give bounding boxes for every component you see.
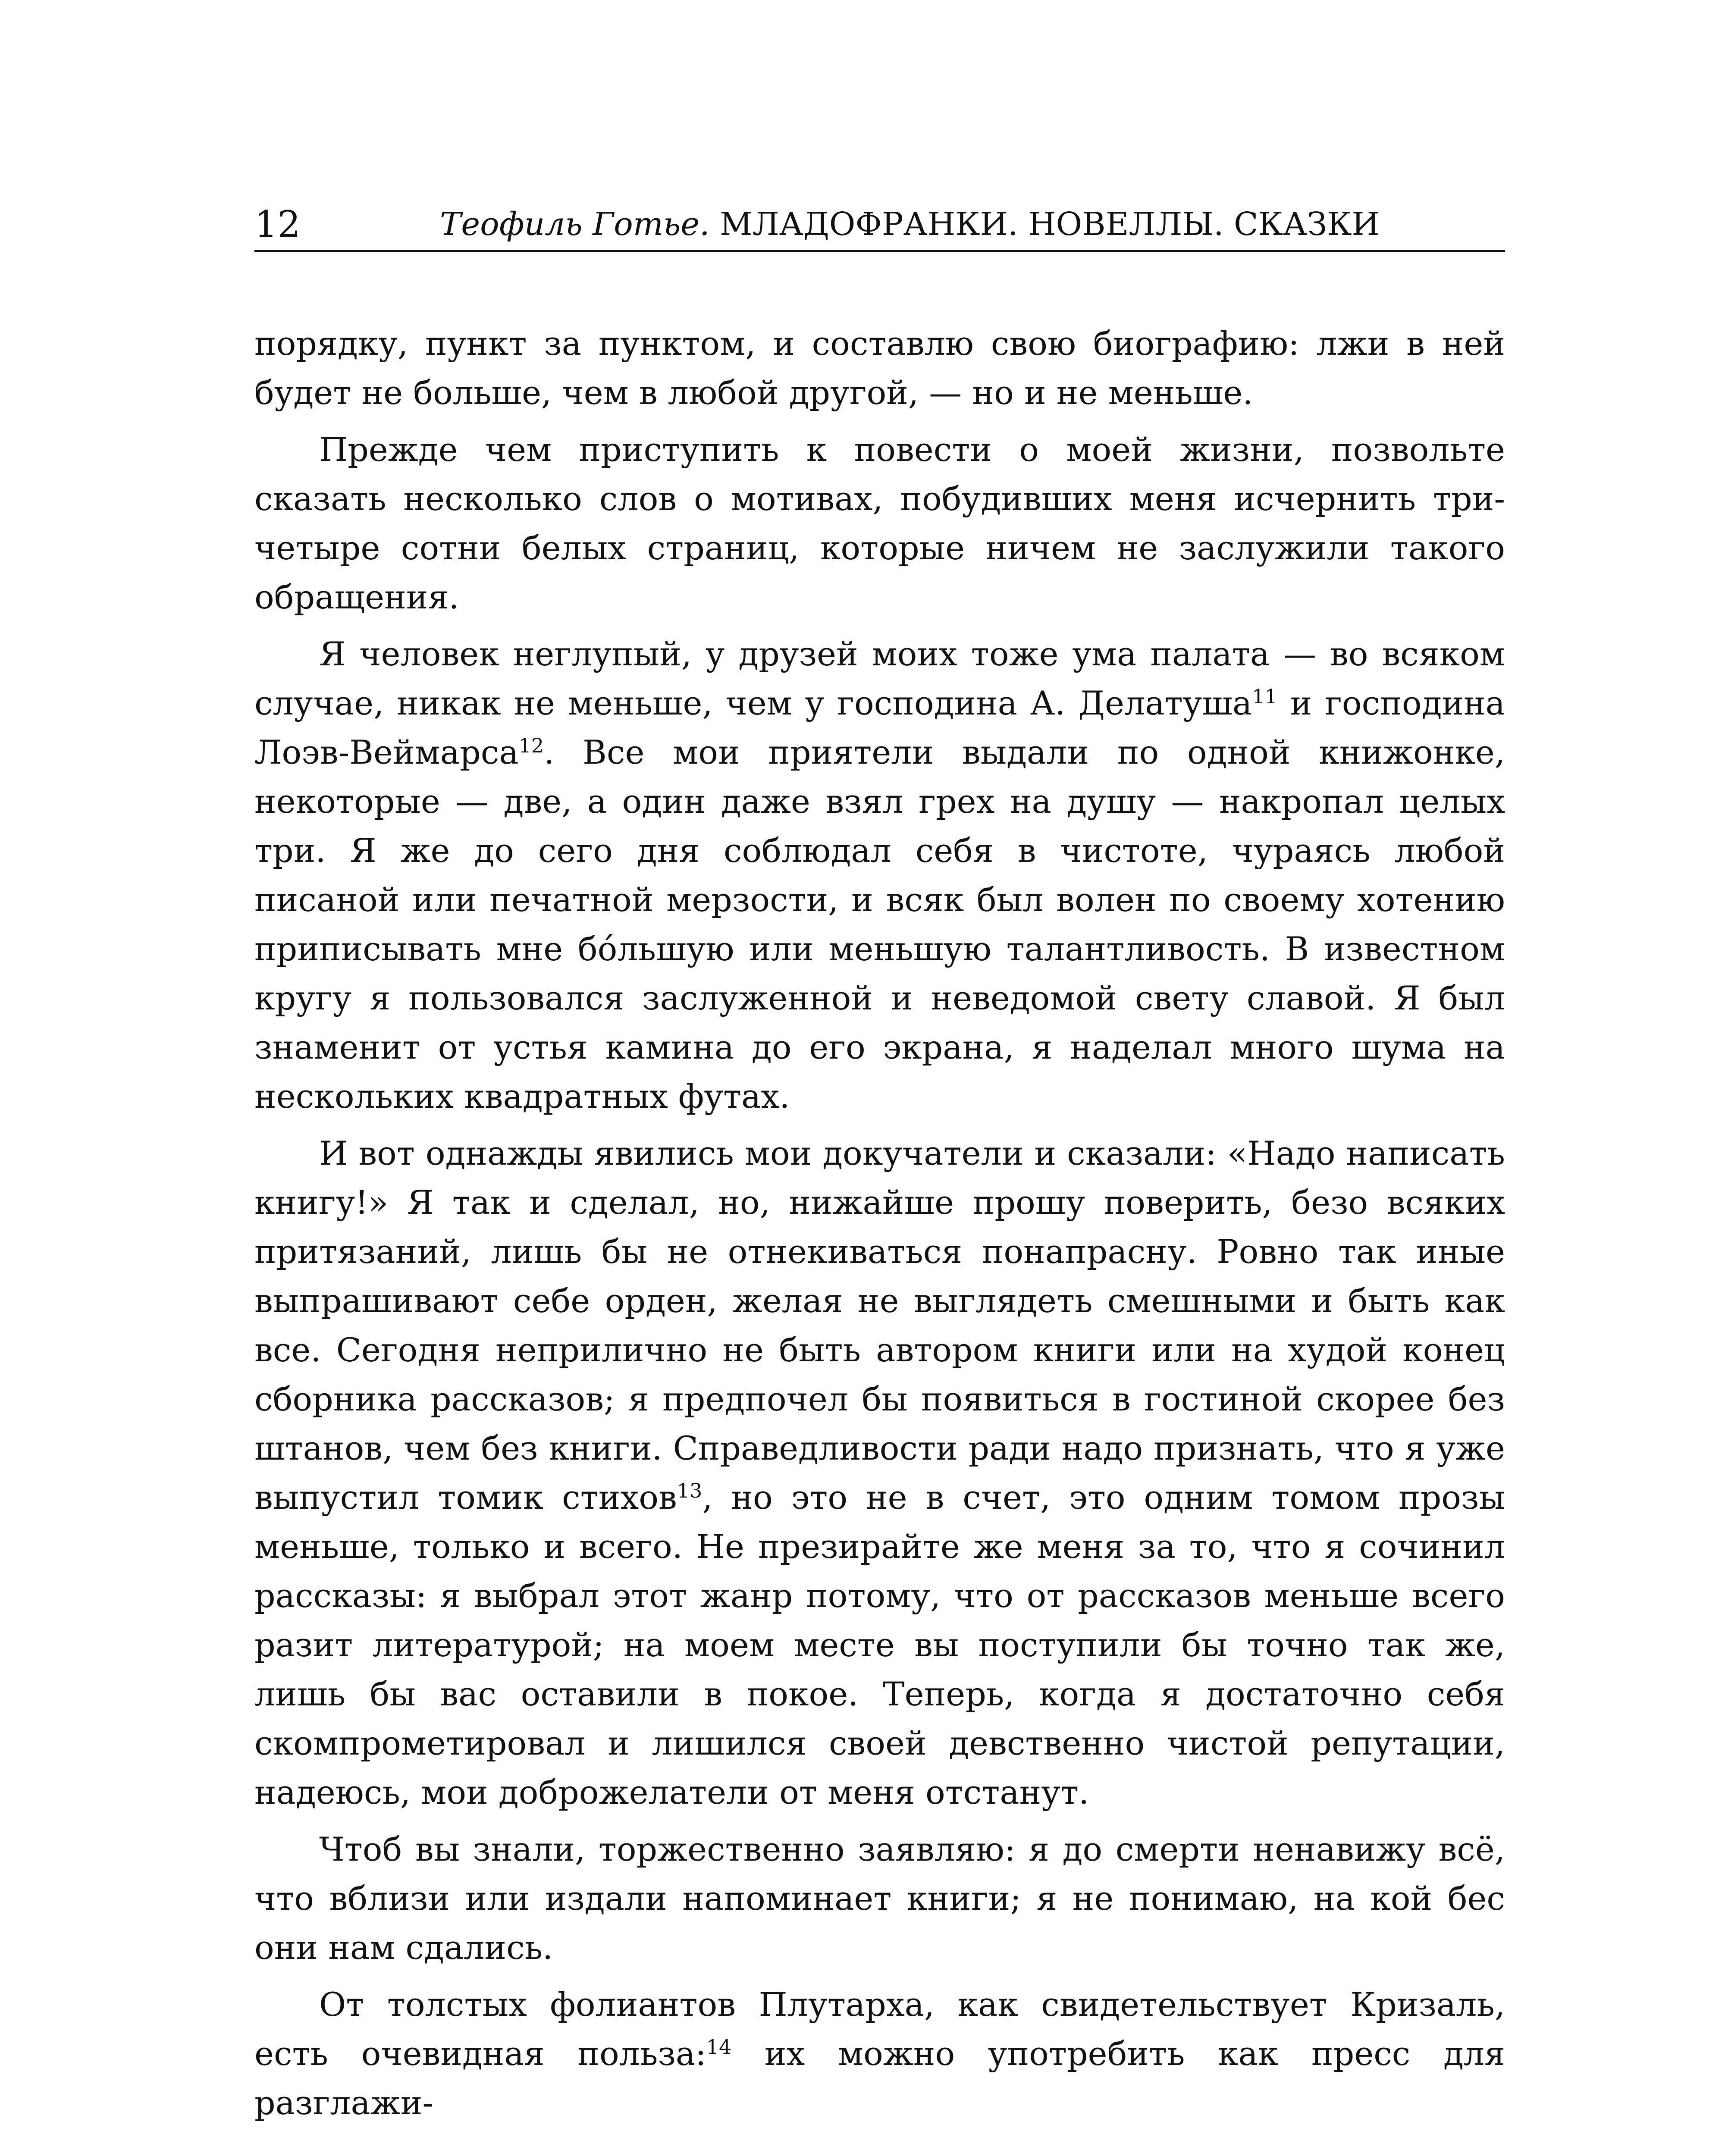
paragraph <box>254 1980 1505 2128</box>
paragraph-text: Чтоб вы знали, торжественно заявляю: я до смерти ненавижу всё, что вблизи или издали напоминает книги; я не понимаю, на кой бес они нам сдались. <box>254 1830 1505 1967</box>
paragraph-text: их можно употребить как пресс для разглажи- <box>254 2034 1505 2122</box>
paragraph <box>254 1129 1505 1817</box>
footnote-marker: 13 <box>677 1479 703 1502</box>
footnote-marker: 12 <box>518 734 544 757</box>
paragraph-text: и господина Лоэв-Веймарса <box>254 684 1505 771</box>
paragraph <box>254 630 1505 1121</box>
paragraph-text: Прежде чем приступить к повести о моей жизни, позвольте сказать несколько слов о мотивах, побудивших меня исчернить три-четыре сотни белых страниц, которые ничем не заслужили такого обращения. <box>254 430 1505 616</box>
paragraph-text: Я человек неглупый, у друзей моих тоже ума палата — во всяком случае, никак не меньше, чем у господина А. Делатуша <box>254 635 1505 722</box>
paragraph-text: И вот однажды явились мои докучатели и сказали: «Надо написать книгу!» Я так и сделал, но, нижайше прошу поверить, безо всяких притязаний, лишь бы не отнекиваться понапрасну. Ровно так иные выпрашивают себе орден, желая не выглядеть смешными и быть как все. Сегодня неприлично не быть автором книги или на худой конец сборника рассказов; я предпочел бы появиться в гостиной скорее без штанов, чем без книги. Справедливости ради надо признать, что я уже выпустил томик стихов <box>254 1134 1505 1517</box>
paragraph-text: порядку, пункт за пунктом, и составлю свою биографию: лжи в ней будет не больше, чем в любой другой, — но и не меньше. <box>254 324 1505 412</box>
paragraph <box>254 425 1505 622</box>
footnote-marker: 11 <box>1252 685 1277 708</box>
page-header <box>254 203 1505 252</box>
paragraph <box>254 1825 1505 1972</box>
paragraph-text: , но это не в счет, это одним томом прозы меньше, только и всего. Не презирайте же меня за то, что я сочинил рассказы: я выбрал этот жанр потому, что от рассказов меньше всего разит литературой; на моем месте вы поступили бы точно так же, лишь бы вас оставили в покое. Теперь, когда я достаточно себя скомпрометировал и лишился своей девственно чистой репутации, надеюсь, мои доброжелатели от меня отстанут. <box>254 1478 1505 1811</box>
page-number: 12 <box>254 203 301 245</box>
running-head-title: МЛАДОФРАНКИ. НОВЕЛЛЫ. СКАЗКИ <box>709 206 1380 243</box>
footnote-marker: 14 <box>706 2035 732 2059</box>
running-head-author: Теофиль Готье. <box>440 206 710 243</box>
body-text <box>254 319 1505 2135</box>
paragraph-text: От толстых фолиантов Плутарха, как свидетельствует Кризаль, есть очевидная польза: <box>254 1985 1505 2073</box>
paragraph-text: . Все мои приятели выдали по одной книжонке, некоторые — две, а один даже взял грех на душу — накропал целых три. Я же до сего дня соблюдал себя в чистоте, чураясь любой писаной или печатной мерзости, и всяк был волен по своему хотению приписывать мне бо́льшую или меньшую талантливость. В известном кругу я пользовался заслуженной и неведомой свету славой. Я был знаменит от устья камина до его экрана, я наделал много шума на нескольких квадратных футах. <box>254 733 1505 1116</box>
running-head <box>440 203 1380 246</box>
paragraph <box>254 319 1505 417</box>
